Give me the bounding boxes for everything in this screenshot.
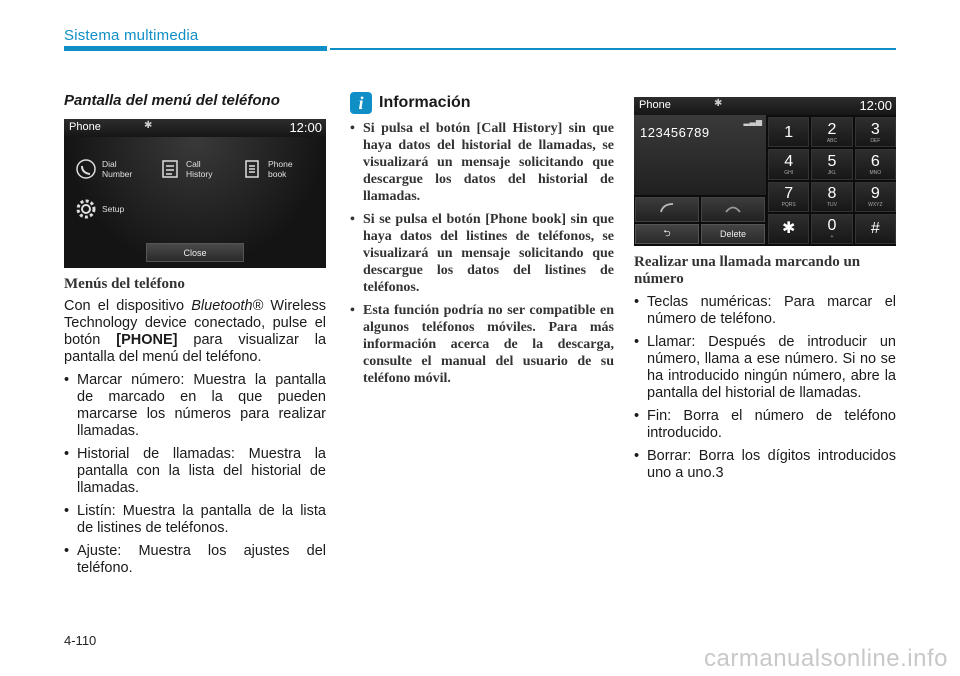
list-item: • Teclas numéricas: Para marcar el número de teléfono. [634,294,896,328]
middle-column [350,92,614,387]
bluetooth-icon: ✱ [144,120,153,131]
left-column [64,92,326,577]
page-number: 4-110 [64,633,97,648]
delete-button[interactable]: Delete [701,224,765,244]
number-display [634,115,766,195]
phone-button-ref: [PHONE] [116,332,178,348]
keypad [768,117,896,244]
key-digit: 0 [827,217,837,235]
key-digit: 3 [870,120,880,138]
phone-handset-icon [659,202,675,217]
key-digit: 4 [784,152,794,170]
intro-text: Con el dispositivo [64,298,185,314]
close-button[interactable]: Close [146,243,244,262]
key-hash[interactable] [855,214,896,244]
key-7[interactable] [768,182,809,212]
back-button[interactable] [635,224,699,244]
key-digit: 8 [827,185,837,203]
phone-handset-icon [74,157,98,181]
key-3[interactable] [855,117,896,147]
menu-label: Setup [102,204,125,214]
bluetooth-brand: Bluetooth® [191,298,264,314]
phone-menu-list [64,372,326,577]
list-item: • Listín: Muestra la pantalla de la lista de listines de teléfonos. [64,503,326,537]
key-letters: GHI [784,169,794,176]
key-letters: JKL [827,169,837,176]
menu-phone-book[interactable] [240,157,293,181]
key-4[interactable] [768,149,809,179]
screen-clock: 12:00 [859,98,892,113]
dialed-number: 123456789 [640,125,710,140]
list-item: • Fin: Borra el número de teléfono introducido. [634,408,896,442]
key-1[interactable] [768,117,809,147]
info-title: Información [379,94,471,111]
key-letters: TUV [826,202,837,209]
key-letters: WXYZ [868,202,883,209]
key-digit: # [870,220,880,238]
list-item: • Marcar número: Muestra la pantalla de marcado en la que pueden marcarse los números para realizar llamadas. [64,372,326,440]
key-9[interactable] [855,182,896,212]
intro-text: para visualizar la pantalla del menú del teléfono. [64,332,327,365]
screen-clock: 12:00 [289,120,322,135]
key-2[interactable] [811,117,852,147]
phone-menu-screen [64,119,326,268]
dial-list [634,294,896,482]
screen-topbar [64,119,326,137]
screen-title: Phone [69,121,101,133]
info-icon: i [350,92,372,114]
list-item: • Historial de llamadas: Muestra la pantalla con la lista del historial de llamadas. [64,446,326,497]
list-item: • Si se pulsa el botón [Phone book] sin que haya datos del listines de teléfonos, se visualizará un mensaje solicitando que descargue los datos del listines de teléfonos. [350,211,614,296]
header-rule-thin [330,48,896,50]
key-digit: 9 [870,185,880,203]
screen-topbar [634,97,896,115]
screen-title: Phone [639,99,671,111]
end-call-button[interactable] [701,197,765,222]
call-button[interactable] [635,197,699,222]
key-digit: 5 [827,152,837,170]
info-header [350,92,614,114]
key-6[interactable] [855,149,896,179]
intro-text: Wireless Technology device conectado, pulse el botón [64,298,327,348]
key-5[interactable] [811,149,852,179]
menu-call-history[interactable] [158,157,212,181]
info-list [350,120,614,387]
key-letters: PQRS [781,202,796,209]
dial-screen [634,97,896,246]
signal-icon: ▂▃▅ [743,117,762,126]
phone-book-icon [240,157,264,181]
key-digit: 7 [784,185,794,203]
list-item: • Si pulsa el botón [Call History] sin que haya datos del historial de llamadas, se visualizará un mensaje solicitando que descargue los datos del historial de llamadas. [350,120,614,205]
dial-caption: Realizar una llamada marcando un número [634,254,861,287]
list-item: • Esta función podría no ser compatible en algunos teléfonos móviles. Para más información acerca de la descarga, consulte el manual del usuario de su teléfono móvil. [350,302,614,387]
right-column [634,97,896,482]
screen-body [64,137,326,268]
key-star[interactable] [768,214,809,244]
key-digit: 6 [870,152,880,170]
key-0[interactable] [811,214,852,244]
intro-paragraph [64,298,326,366]
menu-dial-number[interactable] [74,157,132,181]
phone-menu-caption: Menús del teléfono [64,276,185,292]
watermark: carmanualsonline.info [704,645,948,672]
key-digit: 1 [784,123,794,141]
key-letters: MNO [869,169,882,176]
list-item: • Borrar: Borra los dígitos introducidos uno a uno.3 [634,448,896,482]
key-letters: DEF [870,137,881,144]
key-letters: + [830,234,834,241]
bluetooth-icon: ✱ [714,98,723,109]
call-history-icon [158,157,182,181]
section-title: Sistema multimedia [64,27,199,44]
key-8[interactable] [811,182,852,212]
menu-label: Phone book [268,159,293,179]
menu-label: Dial Number [102,159,133,179]
menu-label: Call History [186,159,213,179]
hang-up-icon [724,203,742,217]
key-letters: ABC [826,137,838,144]
list-item: • Ajuste: Muestra los ajustes del teléfono. [64,543,326,577]
key-digit: ✱ [781,220,796,238]
gear-icon [74,197,98,221]
back-arrow-icon: ⮌ [663,228,671,238]
header-rule-thick [64,46,327,51]
key-digit: 2 [827,120,837,138]
phone-menu-heading: Pantalla del menú del teléfono [64,92,280,109]
list-item: • Llamar: Después de introducir un número, llama a ese número. Si no se ha introducido ningún número, abre la pantalla del historial de llamadas. [634,334,896,402]
menu-setup[interactable] [74,197,124,221]
